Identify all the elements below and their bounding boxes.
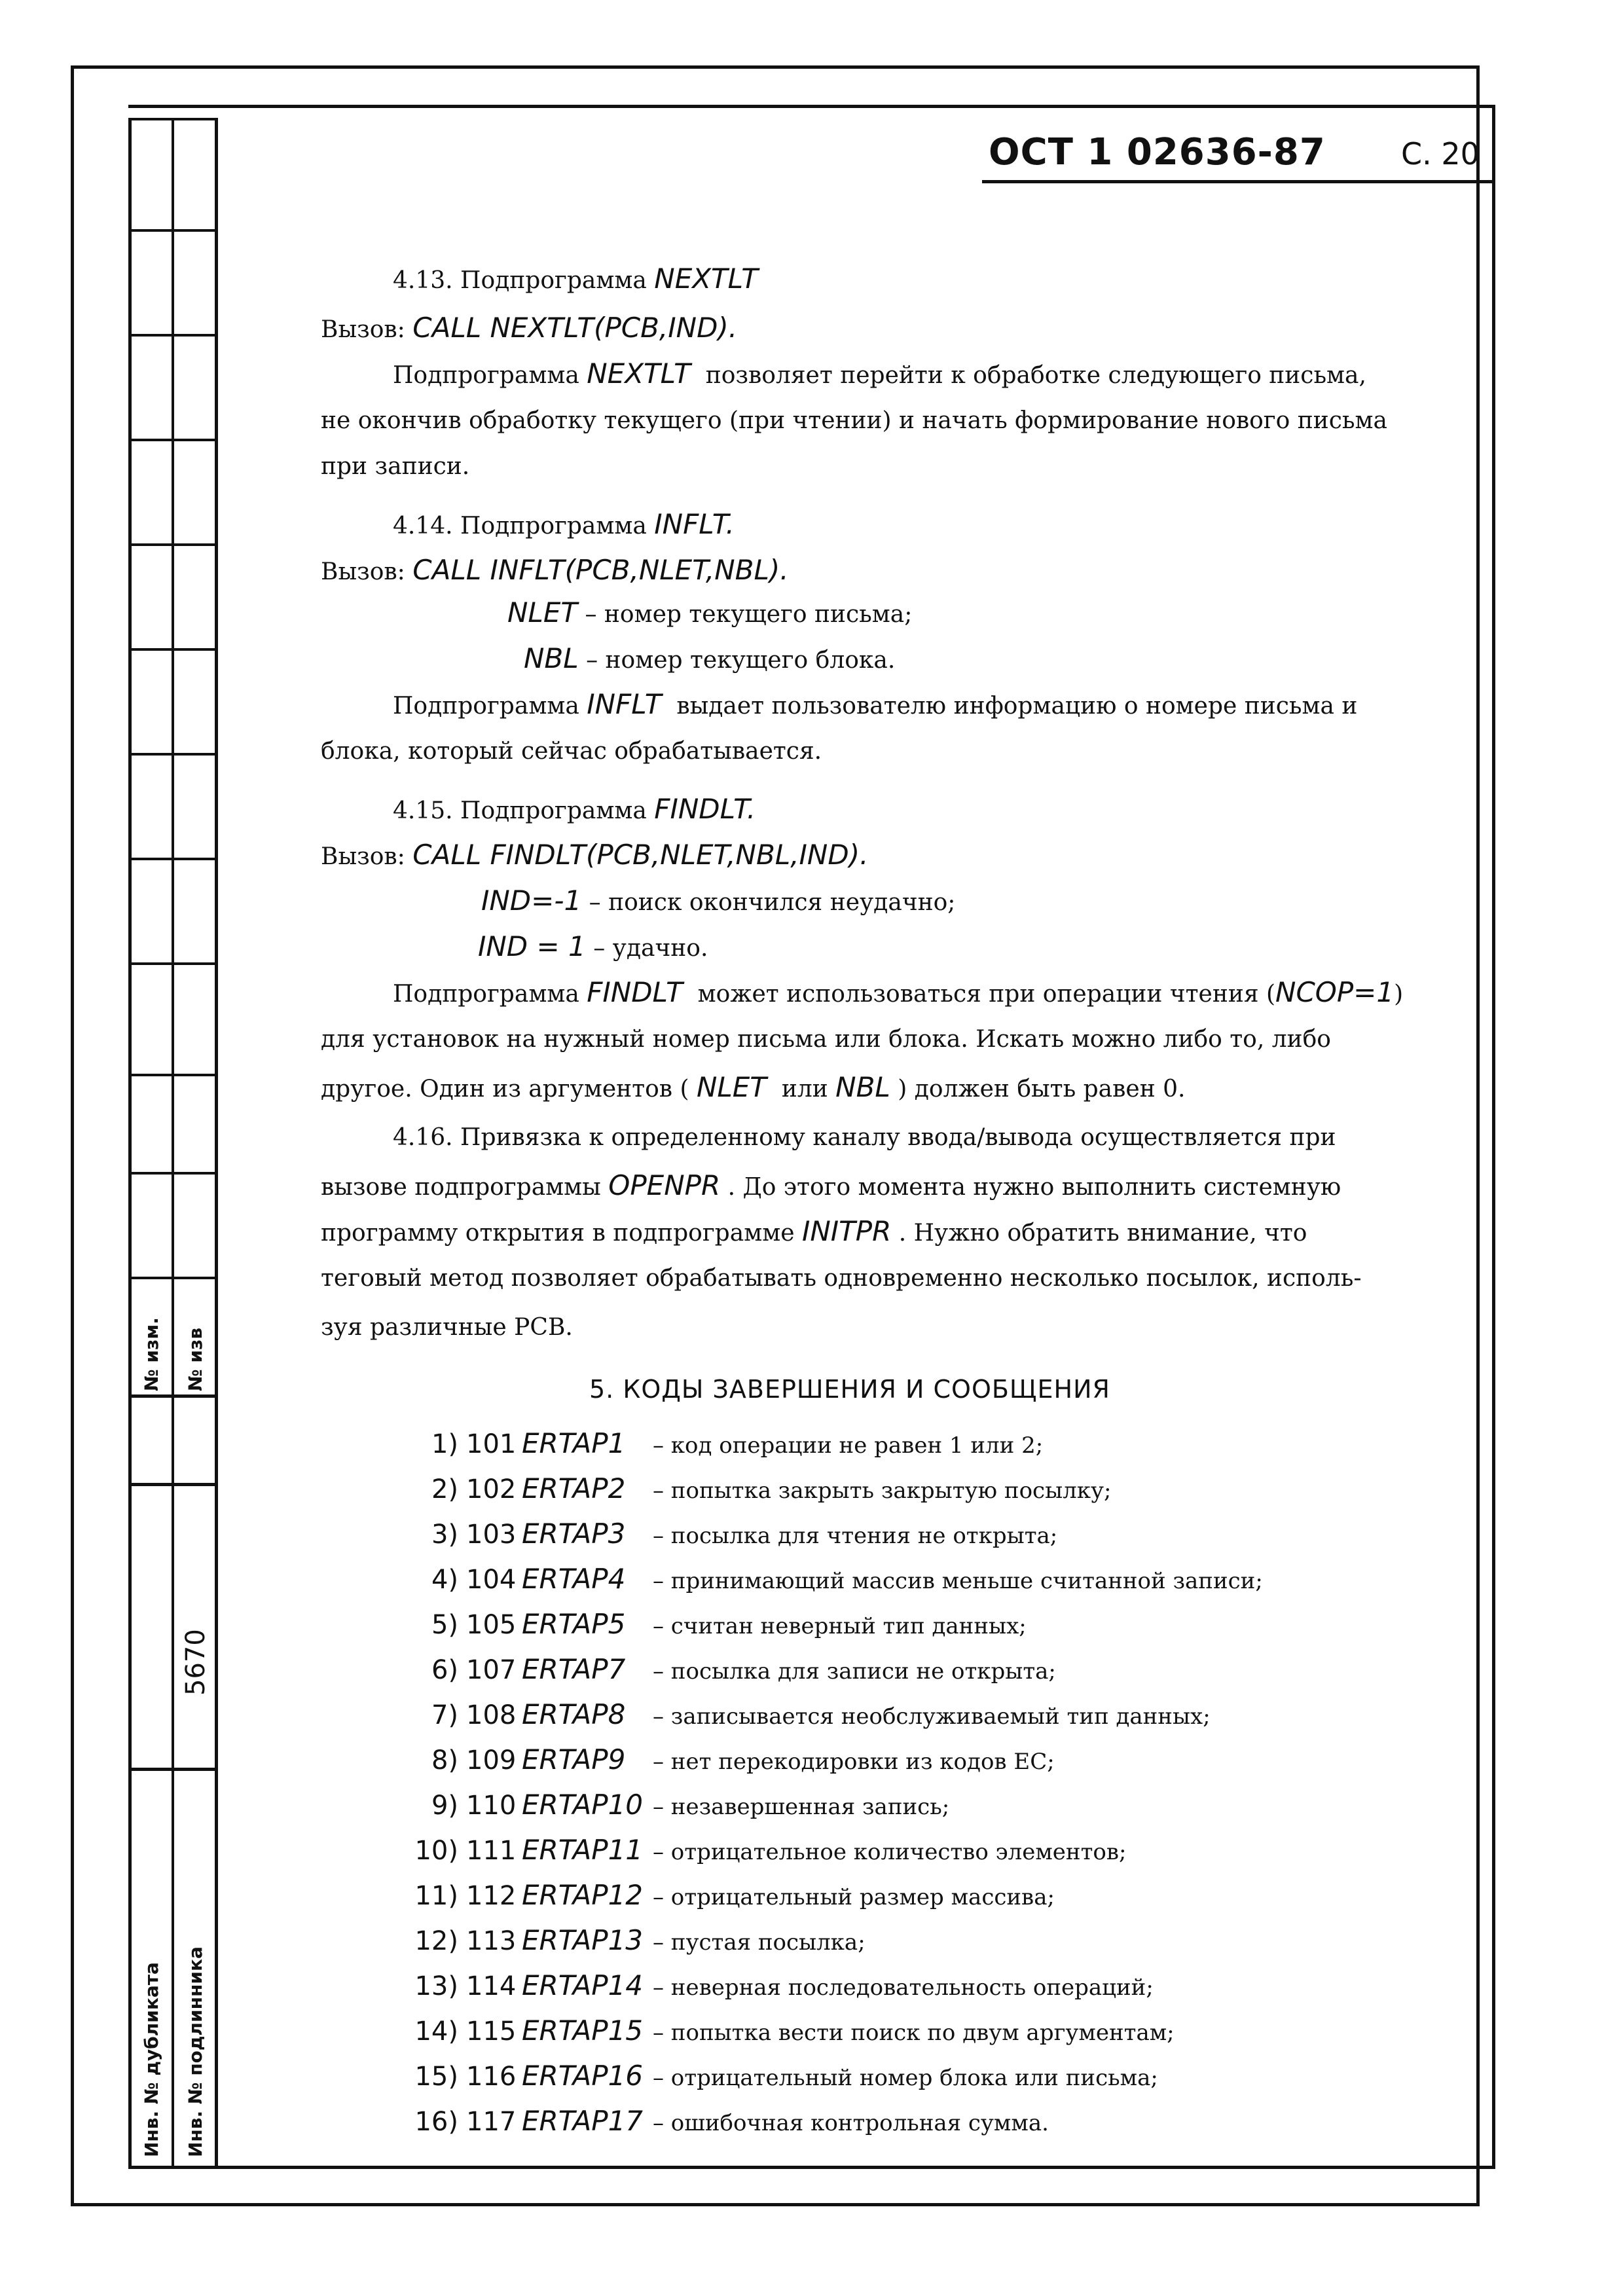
error-description: – посылка для чтения не открыта; xyxy=(653,1523,1058,1549)
error-number: 11) xyxy=(414,1881,458,1911)
error-number: 3) xyxy=(431,1520,458,1550)
error-description: – считан неверный тип данных; xyxy=(653,1613,1027,1639)
error-code: 114 xyxy=(466,1971,517,2001)
strip-cell-divider xyxy=(128,1074,218,1076)
error-code-item xyxy=(367,1427,1480,1467)
error-name: ERTAP8 xyxy=(522,1698,626,1730)
strip-inv-number: 5670 xyxy=(181,1629,211,1696)
error-name: ERTAP2 xyxy=(522,1472,626,1504)
error-number: 1) xyxy=(431,1429,458,1459)
error-number: 2) xyxy=(431,1474,458,1504)
error-description: – принимающий массив меньше считанной записи; xyxy=(653,1568,1263,1594)
sec-4-14-paragraph-line: блока, который сейчас обрабатывается. xyxy=(321,738,822,765)
error-name: ERTAP9 xyxy=(522,1743,626,1776)
error-code-item xyxy=(367,1924,1480,1963)
error-description: – ошибочная контрольная сумма. xyxy=(653,2110,1049,2136)
error-code-item xyxy=(367,2060,1480,2099)
error-code-item xyxy=(367,2105,1480,2144)
sec-4-15-arg: IND = 1 – удачно. xyxy=(478,930,708,962)
sec-4-16-line: теговый метод позволяет обрабатывать одновременно несколько посылок, исполь- xyxy=(321,1265,1362,1292)
error-code: 112 xyxy=(466,1881,517,1911)
error-description: – незавершенная запись; xyxy=(653,1794,950,1820)
error-name: ERTAP4 xyxy=(522,1563,626,1595)
error-number: 5) xyxy=(431,1610,458,1640)
error-code: 101 xyxy=(466,1429,517,1459)
sec-4-14-title: 4.14. Подпрограмма INFLT. xyxy=(393,508,735,540)
error-code: 108 xyxy=(466,1700,517,1730)
strip-mid-line xyxy=(172,118,174,2169)
error-name: ERTAP16 xyxy=(522,2060,644,2092)
error-code-item xyxy=(367,1969,1480,2009)
error-description: – код операции не равен 1 или 2; xyxy=(653,1432,1044,1459)
error-code-item xyxy=(367,1653,1480,1692)
error-code: 107 xyxy=(466,1655,517,1685)
error-code-item xyxy=(367,1698,1480,1738)
error-code-item xyxy=(367,1472,1480,1512)
error-description: – записывается необслуживаемый тип данных; xyxy=(653,1704,1211,1730)
error-number: 4) xyxy=(431,1565,458,1595)
sec-4-16-line: вызове подпрограммы OPENPR . До этого момента нужно выполнить системную xyxy=(321,1169,1341,1201)
strip-cell-divider xyxy=(128,1172,218,1175)
strip-cell-divider xyxy=(128,229,218,232)
strip-inv-podl-label: Инв. № подлинника xyxy=(185,1946,206,2157)
sec-4-15-paragraph-line: другое. Один из аргументов ( NLET или NBL ) должен быть равен 0. xyxy=(321,1071,1186,1103)
error-name: ERTAP14 xyxy=(522,1969,644,2001)
strip-cell-divider xyxy=(128,439,218,441)
error-number: 6) xyxy=(431,1655,458,1685)
strip-cell-divider xyxy=(128,753,218,756)
sec-4-16-line: программу открытия в подпрограмме INITPR . Нужно обратить внимание, что xyxy=(321,1215,1307,1247)
error-name: ERTAP13 xyxy=(522,1924,644,1956)
sec-4-14-arg: NBL – номер текущего блока. xyxy=(524,642,896,674)
sec-4-15-paragraph-line: для установок на нужный номер письма или блока. Искать можно либо то, либо xyxy=(321,1026,1331,1053)
error-description: – попытка закрыть закрытую посылку; xyxy=(653,1478,1112,1504)
error-code: 104 xyxy=(466,1565,517,1595)
strip-cell-divider xyxy=(128,858,218,860)
strip-right-line xyxy=(215,118,218,2169)
error-description: – нет перекодировки из кодов ЕС; xyxy=(653,1749,1055,1775)
sec-4-15-call: Вызов: CALL FINDLT(PCB,NLET,NBL,IND). xyxy=(321,839,869,871)
sec-4-13-title: 4.13. Подпрограмма NEXTLT xyxy=(393,263,758,295)
error-code-item xyxy=(367,1789,1480,1828)
error-code: 111 xyxy=(466,1836,517,1866)
error-code-item xyxy=(367,1743,1480,1783)
error-number: 16) xyxy=(414,2107,458,2137)
strip-left-line xyxy=(128,118,132,2169)
strip-cell-divider xyxy=(128,962,218,965)
sec-4-15-title: 4.15. Подпрограмма FINDLT. xyxy=(393,793,756,825)
error-description: – посылка для записи не открыта; xyxy=(653,1658,1056,1685)
error-number: 13) xyxy=(414,1971,458,2001)
error-code: 116 xyxy=(466,2062,517,2092)
error-name: ERTAP17 xyxy=(522,2105,644,2137)
error-code: 117 xyxy=(466,2107,517,2137)
error-name: ERTAP7 xyxy=(522,1653,626,1685)
strip-cell-divider xyxy=(128,1768,218,1771)
sec-4-13-call: Вызов: CALL NEXTLT(PCB,IND). xyxy=(321,312,738,344)
error-code: 113 xyxy=(466,1926,517,1956)
page-number: С. 20 xyxy=(1401,136,1480,172)
header-underline xyxy=(982,180,1493,183)
error-code-item xyxy=(367,2014,1480,2054)
error-number: 9) xyxy=(431,1791,458,1821)
error-code: 115 xyxy=(466,2016,517,2047)
error-description: – неверная последовательность операций; xyxy=(653,1975,1154,2001)
sec-4-14-paragraph-line: Подпрограмма INFLT выдает пользователю информацию о номере письма и xyxy=(393,688,1358,720)
error-code-item xyxy=(367,1879,1480,1918)
error-number: 14) xyxy=(414,2016,458,2047)
error-description: – пустая посылка; xyxy=(653,1929,866,1956)
sec-4-16-line: 4.16. Привязка к определенному каналу ввода/вывода осуществляется при xyxy=(393,1124,1336,1151)
sec-4-15-paragraph-line: Подпрограмма FINDLT может использоваться при операции чтения (NCOP=1) xyxy=(393,976,1404,1008)
error-number: 15) xyxy=(414,2062,458,2092)
sec-4-13-paragraph-line: не окончив обработку текущего (при чтении) и начать формирование нового письма xyxy=(321,407,1387,434)
error-description: – попытка вести поиск по двум аргументам; xyxy=(653,2020,1175,2046)
strip-cell-divider xyxy=(128,334,218,337)
error-code: 105 xyxy=(466,1610,517,1640)
section-5-heading: 5. КОДЫ ЗАВЕРШЕНИЯ И СООБЩЕНИЯ xyxy=(589,1375,1110,1404)
error-number: 10) xyxy=(414,1836,458,1866)
sec-4-15-arg: IND=-1 – поиск окончился неудачно; xyxy=(481,884,956,917)
error-name: ERTAP10 xyxy=(522,1789,644,1821)
strip-cell-divider xyxy=(128,543,218,546)
error-code-item xyxy=(367,1518,1480,1557)
error-code: 110 xyxy=(466,1791,517,1821)
sec-4-14-call: Вызов: CALL INFLT(PCB,NLET,NBL). xyxy=(321,554,789,586)
error-name: ERTAP15 xyxy=(522,2014,644,2047)
error-name: ERTAP11 xyxy=(522,1834,644,1866)
error-description: – отрицательное количество элементов; xyxy=(653,1839,1127,1865)
error-number: 12) xyxy=(414,1926,458,1956)
sec-4-16-line: зуя различные PCB. xyxy=(321,1314,573,1341)
error-number: 7) xyxy=(431,1700,458,1730)
strip-top-cap xyxy=(128,118,218,120)
sec-4-14-arg: NLET – номер текущего письма; xyxy=(507,596,913,629)
error-code: 103 xyxy=(466,1520,517,1550)
error-code: 109 xyxy=(466,1745,517,1776)
error-name: ERTAP12 xyxy=(522,1879,644,1911)
strip-izm-label: № изм. xyxy=(141,1317,162,1391)
error-description: – отрицательный размер массива; xyxy=(653,1884,1055,1910)
error-code-item xyxy=(367,1563,1480,1602)
error-number: 8) xyxy=(431,1745,458,1776)
strip-inv-dubl-label: Инв. № дубликата xyxy=(141,1962,162,2157)
strip-cell-divider xyxy=(128,648,218,651)
error-name: ERTAP1 xyxy=(522,1427,626,1459)
sec-4-13-paragraph-line: при записи. xyxy=(321,453,470,480)
error-name: ERTAP5 xyxy=(522,1608,626,1640)
error-name: ERTAP3 xyxy=(522,1518,626,1550)
error-code-item xyxy=(367,1608,1480,1647)
error-description: – отрицательный номер блока или письма; xyxy=(653,2065,1158,2091)
strip-cell-divider xyxy=(128,1277,218,1279)
error-code-item xyxy=(367,1834,1480,1873)
strip-izv-label: № изв xyxy=(185,1327,206,1391)
sec-4-13-paragraph-line: Подпрограмма NEXTLT позволяет перейти к обработке следующего письма, xyxy=(393,357,1366,390)
error-code: 102 xyxy=(466,1474,517,1504)
document-code: ОСТ 1 02636-87 xyxy=(989,131,1326,173)
strip-cell-divider xyxy=(128,1394,218,1398)
strip-cell-divider xyxy=(128,1483,218,1486)
